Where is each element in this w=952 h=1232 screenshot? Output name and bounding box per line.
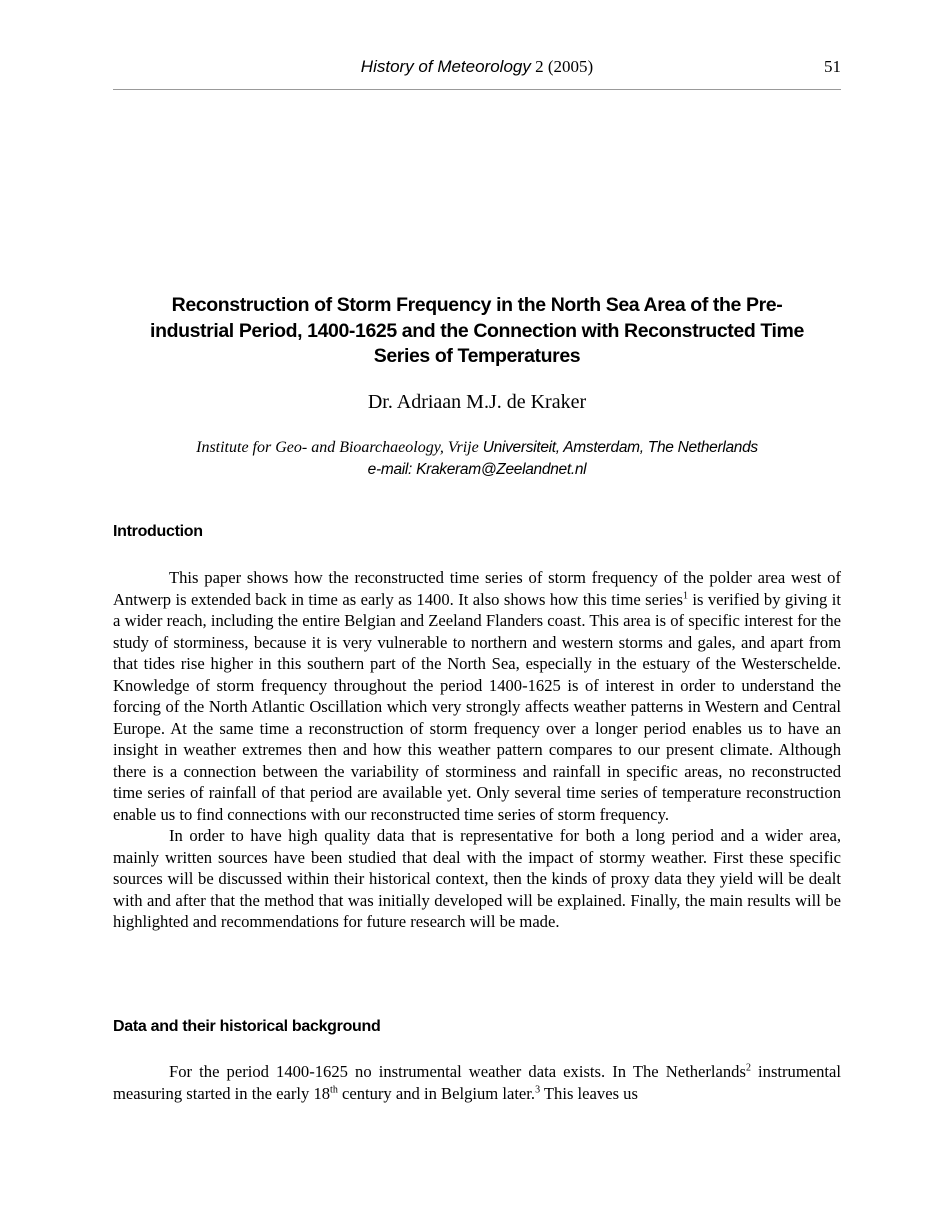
page-number: 51 (824, 57, 841, 76)
section-heading-data: Data and their historical background (113, 1018, 381, 1035)
paragraph (113, 567, 841, 825)
title-line: Reconstruction of Storm Frequency in the North Sea Area of the Pre- (171, 294, 783, 316)
data-section-body (113, 1061, 841, 1104)
institute-text: Institute for Geo- and Bioarchaeology, Vrije (196, 439, 483, 456)
paragraph: In order to have high quality data that is representative for both a long period and a wider area, mainly written sources have been studied that deal with the impact of stormy weather. First these specific sources will be discussed within their historical context, then the kinds of proxy data they yield will be dealt with and after that the method that was initially developed will be explained. Finally, the main results will be highlighted and recommendations for future research will be made. (113, 826, 841, 931)
paper-title (113, 293, 841, 370)
text-run: For the period 1400-1625 no instrumental weather data exists. In The Netherlands (169, 1062, 746, 1081)
journal-name: History of Meteorology (360, 57, 531, 76)
title-line: industrial Period, 1400-1625 and the Connection with Reconstructed Time (150, 319, 804, 342)
text-run: instrumental measuring started in the early 18 (113, 1062, 841, 1103)
footnote-ref: 2 (745, 1062, 751, 1074)
paragraph (113, 1061, 841, 1104)
institute-line (113, 437, 841, 459)
text-run: century and in Belgium later. (337, 1083, 536, 1103)
text-run: This leaves us (540, 1083, 638, 1103)
running-header (113, 57, 841, 81)
text-run: is verified by giving it a wider reach, including the entire Belgian and Zeeland Flanders coast. This area is of specific interest for the study of storminess, because it is very vulnerable to northern and western storms and gales, and apart from that tides rise higher in this southern part of the North Sea, especially in the estuary of the Westerschelde. Knowledge of storm frequency throughout the period 1400-1625 is of interest in order to understand the forcing of the North Atlantic Oscillation which very strongly affects weather patterns in Western and Central Europe. At the same time a reconstruction of storm frequency over a longer period enables us to have an insight in weather extremes then and how this weather pattern compares to our present climate. Although there is a connection between the variability of storminess and rainfall in specific areas, no reconstructed time series of rainfall of that period are available yet. Only several time series of temperature reconstruction enable us to find connections with our reconstructed time series of storm frequency. (113, 589, 841, 824)
title-line: Series of Temperatures (373, 345, 581, 367)
section-heading-introduction: Introduction (113, 523, 203, 540)
ordinal-suffix: th (330, 1083, 338, 1095)
journal-volume-year: 2 (2005) (530, 57, 594, 76)
footnote-ref: 1 (682, 589, 688, 601)
email-address: e-mail: Krakeram@Zeelandnet.nl (367, 461, 587, 478)
footnote-ref: 3 (535, 1083, 541, 1095)
introduction-body (113, 567, 841, 933)
institute-text-sans: Universiteit, Amsterdam, The Netherlands (482, 439, 758, 456)
header-rule (113, 89, 841, 90)
author-name: Dr. Adriaan M.J. de Kraker (367, 391, 587, 413)
author-affiliation (113, 437, 841, 481)
journal-citation (113, 57, 841, 77)
text-run: This paper shows how the reconstructed time series of storm frequency of the polder area west of Antwerp is extended back in time as early as 1400. It also shows how this time series (113, 568, 841, 609)
